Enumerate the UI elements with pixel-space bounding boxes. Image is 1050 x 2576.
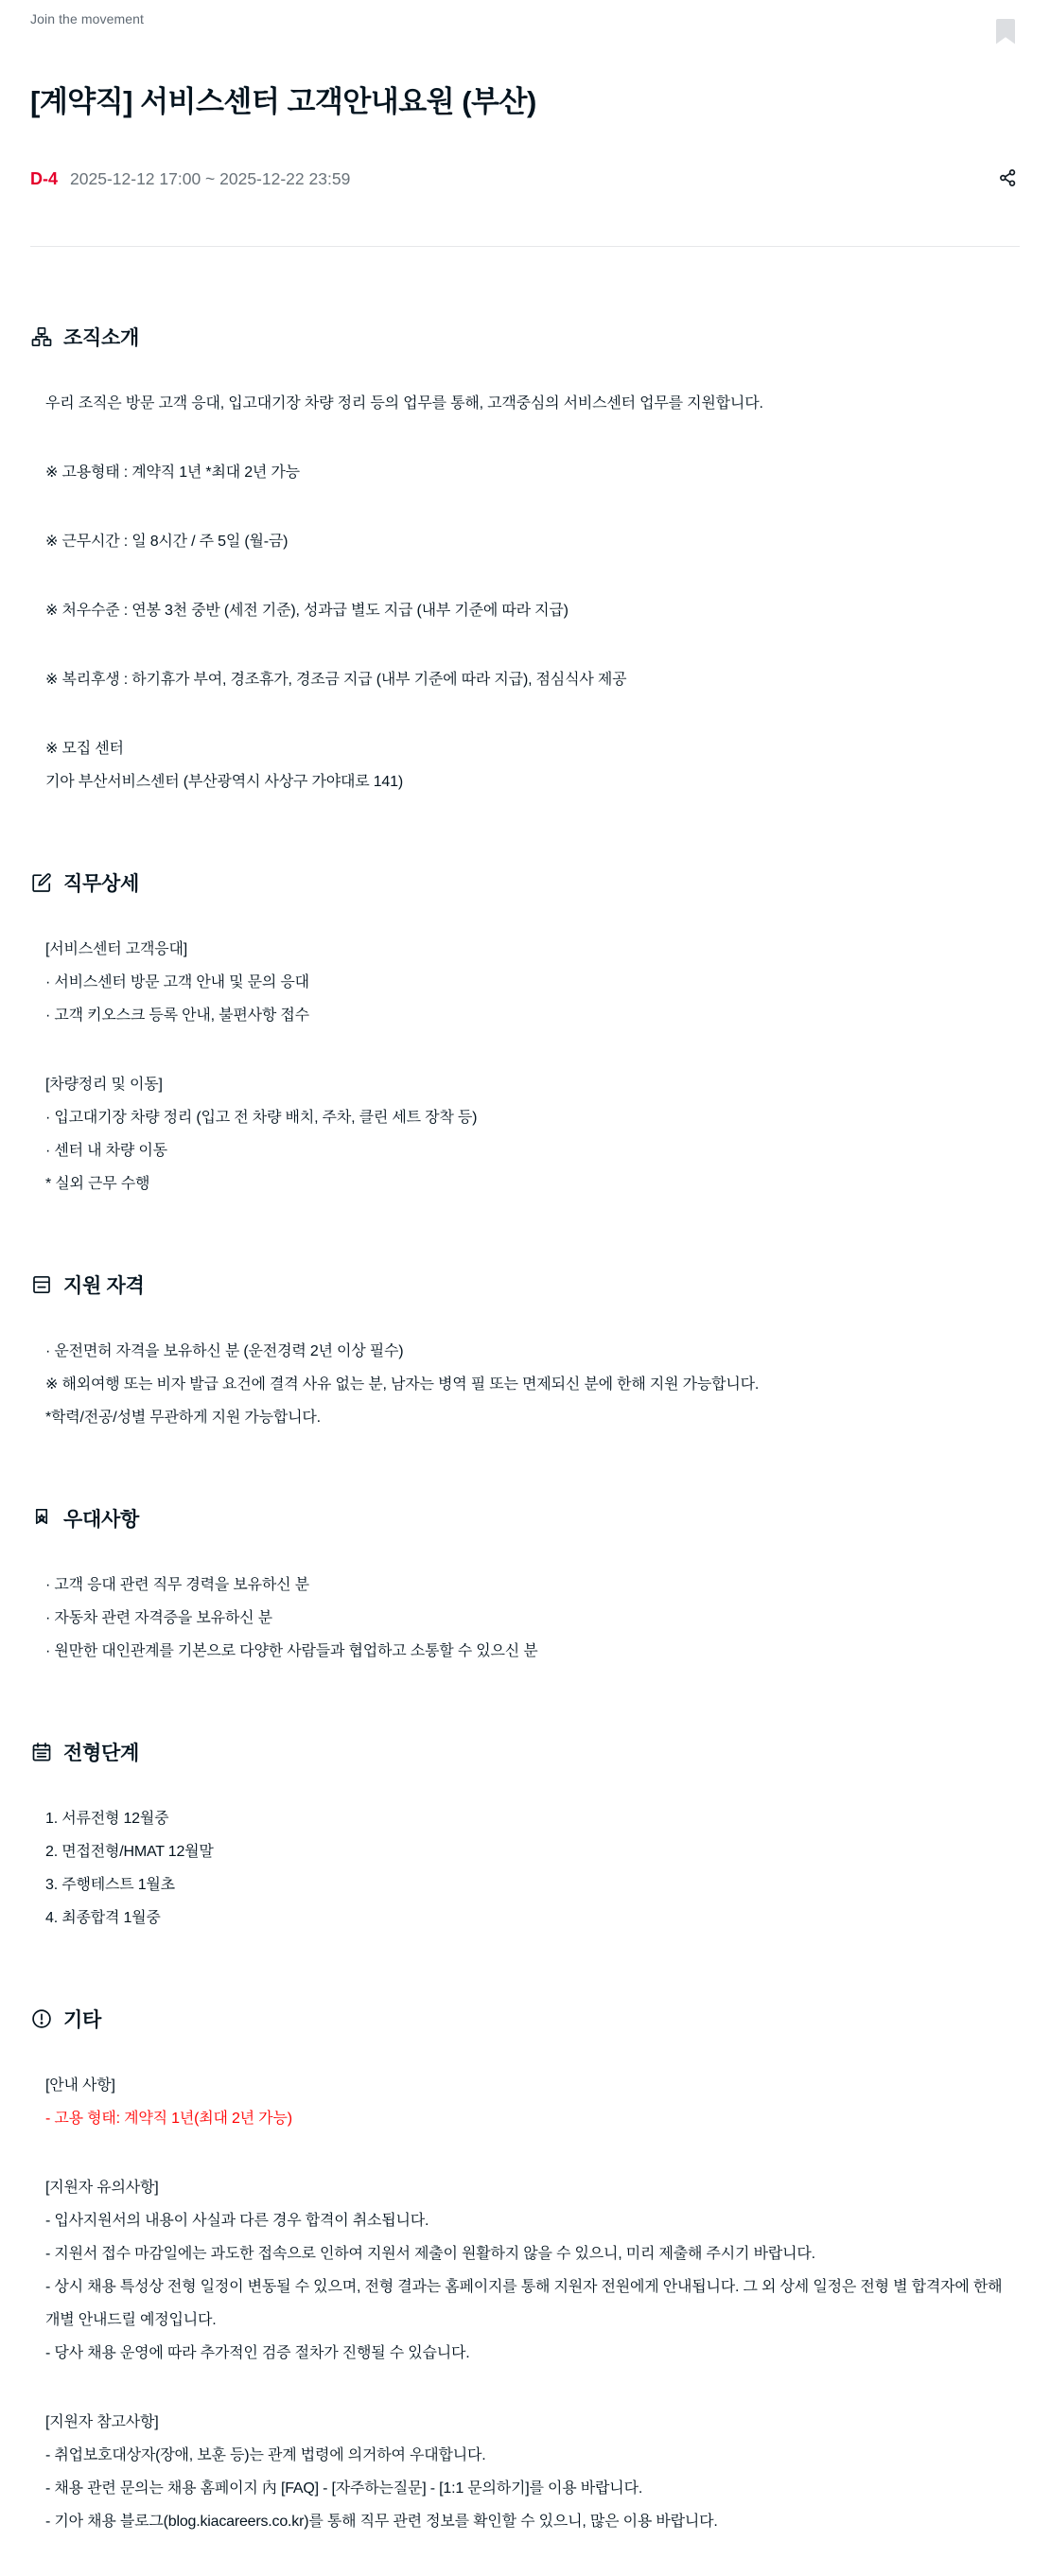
bookmark-button[interactable] [996,19,1015,44]
text-line: 기아 부산서비스센터 (부산광역시 사상구 가야대로 141) [45,774,403,791]
page-title: [계약직] 서비스센터 고객안내요원 (부산) [30,85,536,118]
section-body [30,1568,1020,1668]
section-heading [30,1504,1020,1533]
bookmark-icon [996,33,1015,47]
text-line: - 지원서 접수 마감일에는 과도한 접속으로 인하여 지원서 제출이 원활하지 않을 수 있으니, 미리 제출해 주시기 바랍니다. [45,2246,815,2263]
paragraph [45,2406,1020,2538]
section [30,1504,1020,1668]
section-heading [30,1738,1020,1766]
list-icon [30,1273,53,1296]
paragraph [45,594,1020,627]
paragraph [45,387,1020,420]
text-line: [차량정리 및 이동] [45,1077,163,1094]
badge-icon [30,1507,53,1530]
section-body [30,2069,1020,2538]
share-icon [996,178,1019,192]
text-line: * 실외 근무 수행 [45,1176,150,1193]
section-body [30,1335,1020,1434]
text-line: *학력/전공/성별 무관하게 지원 가능합니다. [45,1410,321,1427]
text-line: 우리 조직은 방문 고객 응대, 입고대기장 차량 정리 등의 업무를 통해, 고객중심의 서비스센터 업무를 지원합니다. [45,395,763,412]
paragraph [45,2171,1020,2370]
text-line: · 고객 응대 관련 직무 경력을 보유하신 분 [45,1577,309,1594]
paragraph [45,663,1020,696]
text-line: - 상시 채용 특성상 전형 일정이 변동될 수 있으며, 전형 결과는 홈페이지를 통해 지원자 전원에게 안내됩니다. 그 외 상세 일정은 전형 별 합격자에 한해 개별 안내드릴 예정입니다. [45,2279,1006,2329]
text-line: 2. 면접전형/HMAT 12월말 [45,1844,214,1861]
text-line: · 자동차 관련 자격증을 보유하신 분 [45,1610,272,1627]
text-line: · 고객 키오스크 등록 안내, 불편사항 접수 [45,1008,309,1025]
section-title: 기타 [63,2009,101,2032]
text-line: ※ 처우수준 : 연봉 3천 중반 (세전 기준), 성과급 별도 지급 (내부 기준에 따라 지급) [45,603,569,620]
section-body [30,933,1020,1200]
text-line: · 서비스센터 방문 고객 안내 및 문의 응대 [45,974,309,991]
section-heading [30,2005,1020,2033]
calendar-icon [30,1741,53,1763]
text-line: ※ 복리후생 : 하기휴가 부여, 경조휴가, 경조금 지급 (내부 기준에 따라 지급), 점심식사 제공 [45,672,627,689]
meta-row [30,166,1020,191]
paragraph [45,525,1020,558]
paragraph [45,1802,1020,1935]
section-heading [30,323,1020,351]
text-line: · 입고대기장 차량 정리 (입고 전 차량 배치, 주차, 클린 세트 장착 등) [45,1110,478,1127]
dday-badge: D-4 [30,168,59,188]
paragraph [45,456,1020,489]
text-line: ※ 근무시간 : 일 8시간 / 주 5일 (월-금) [45,534,289,551]
sitemap-icon [30,325,53,348]
text-line: ※ 고용형태 : 계약직 1년 *최대 2년 가능 [45,464,300,482]
share-button[interactable] [995,166,1020,191]
section [30,2005,1020,2538]
text-line: - 기아 채용 블로그(blog.kiacareers.co.kr)를 통해 직무 관련 정보를 확인할 수 있으니, 많은 이용 바랍니다. [45,2514,718,2531]
text-line: · 센터 내 차량 이동 [45,1143,167,1160]
section [30,1270,1020,1434]
section-body [30,387,1020,798]
text-line: [안내 사항] [45,2077,115,2094]
text-line: [지원자 참고사항] [45,2414,159,2431]
text-line: - 취업보호대상자(장애, 보훈 등)는 관계 법령에 의거하여 우대합니다. [45,2447,486,2464]
text-line: · 원만한 대인관계를 기본으로 다양한 사람들과 협업하고 소통할 수 있으신 분 [45,1643,538,1660]
section [30,1738,1020,1935]
paragraph [45,1568,1020,1668]
section-title: 지원 자격 [63,1275,145,1298]
section [30,323,1020,798]
section [30,868,1020,1200]
paragraph [45,732,1020,798]
text-line: [서비스센터 고객응대] [45,941,188,958]
section-heading [30,1270,1020,1299]
section-title: 조직소개 [63,327,139,350]
text-line: 4. 최종합격 1월중 [45,1910,161,1927]
text-line: - 입사지원서의 내용이 사실과 다른 경우 합격이 취소됩니다. [45,2213,429,2230]
text-line: [지원자 유의사항] [45,2180,159,2197]
divider [30,246,1020,247]
paragraph [45,1335,1020,1434]
section-body [30,1802,1020,1935]
alert-icon [30,2007,53,2030]
text-line: - 당사 채용 운영에 따라 추가적인 검증 절차가 진행될 수 있습니다. [45,2345,470,2362]
paragraph [45,2069,1020,2135]
text-line: - 채용 관련 문의는 채용 홈페이지 內 [FAQ] - [자주하는질문] - [1:1 문의하기]를 이용 바랍니다. [45,2480,643,2497]
text-line: - 고용 형태: 계약직 1년(최대 2년 가능) [45,2111,292,2128]
eyebrow-text: Join the movement [30,11,144,26]
text-line: 1. 서류전형 12월중 [45,1811,169,1828]
section-title: 직무상세 [63,873,139,896]
sections-container [30,323,1020,2538]
section-heading [30,868,1020,897]
paragraph [45,1068,1020,1200]
edit-icon [30,871,53,894]
text-line: · 운전면허 자격을 보유하신 분 (운전경력 2년 이상 필수) [45,1343,404,1360]
paragraph [45,933,1020,1032]
section-title: 전형단계 [63,1743,139,1765]
date-range: 2025-12-12 17:00 ~ 2025-12-22 23:59 [70,168,351,188]
section-title: 우대사항 [63,1509,139,1532]
text-line: ※ 해외여행 또는 비자 발급 요건에 결격 사유 없는 분, 남자는 병역 필 또는 면제되신 분에 한해 지원 가능합니다. [45,1376,760,1393]
text-line: 3. 주행테스트 1월초 [45,1877,175,1894]
text-line: ※ 모집 센터 [45,741,124,758]
